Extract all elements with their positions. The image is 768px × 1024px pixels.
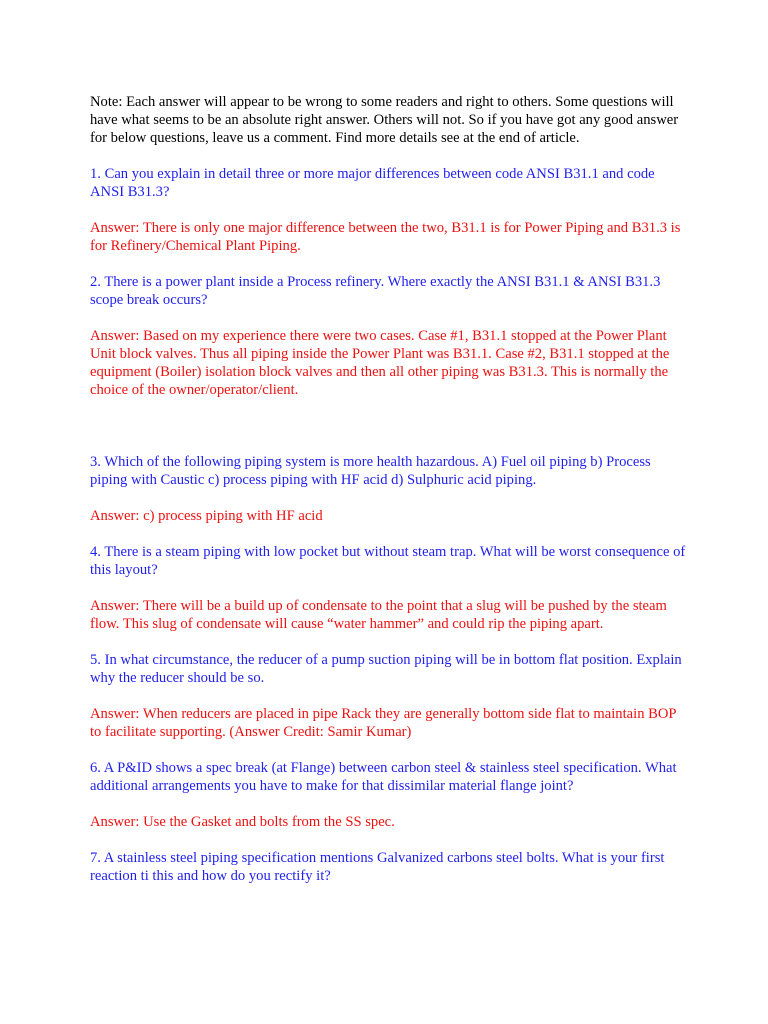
question-5: 5. In what circumstance, the reducer of a pump suction piping will be in bottom flat position. Explain why the reducer should be so. [90, 652, 682, 686]
question-3: 3. Which of the following piping system is more health hazardous. A) Fuel oil piping b) Process piping with Caustic c) process piping with HF acid d) Sulphuric acid piping. [90, 454, 651, 488]
answer-6: Answer: Use the Gasket and bolts from the SS spec. [90, 814, 395, 830]
answer-3: Answer: c) process piping with HF acid [90, 508, 323, 524]
question-4: 4. There is a steam piping with low pocket but without steam trap. What will be worst consequence of this layout? [90, 544, 686, 578]
answer-4: Answer: There will be a build up of condensate to the point that a slug will be pushed by the steam flow. This slug of condensate will cause “water hammer” and could rip the piping apart. [90, 598, 667, 632]
answer-2: Answer: Based on my experience there were two cases. Case #1, B31.1 stopped at the Power Plant Unit block valves. Thus all piping inside the Power Plant was B31.1. Case #2, B31.1 stopped at the equipment (Boiler) isolation block valves and then all other piping was B31.3. This is normally the choice of the owner/operator/client. [90, 328, 670, 398]
note-paragraph: Note: Each answer will appear to be wrong to some readers and right to others. Some questions will have what seems to be an absolute right answer. Others will not. So if you have got any good answer for below questions, leave us a comment. Find more details see at the end of article. [90, 94, 679, 146]
answer-5: Answer: When reducers are placed in pipe Rack they are generally bottom side flat to maintain BOP to facilitate supporting. (Answer Credit: Samir Kumar) [90, 706, 676, 740]
document-page [90, 93, 690, 903]
blank-gap [90, 417, 690, 453]
question-6: 6. A P&ID shows a spec break (at Flange) between carbon steel & stainless steel specification. What additional arrangements you have to make for that dissimilar material flange joint? [90, 760, 677, 794]
answer-1: Answer: There is only one major difference between the two, B31.1 is for Power Piping and B31.3 is for Refinery/Chemical Plant Piping. [90, 220, 681, 254]
question-2: 2. There is a power plant inside a Process refinery. Where exactly the ANSI B31.1 & ANSI B31.3 scope break occurs? [90, 274, 661, 308]
question-1: 1. Can you explain in detail three or more major differences between code ANSI B31.1 and code ANSI B31.3? [90, 166, 655, 200]
question-7: 7. A stainless steel piping specification mentions Galvanized carbons steel bolts. What is your first reaction ti this and how do you rectify it? [90, 850, 665, 884]
